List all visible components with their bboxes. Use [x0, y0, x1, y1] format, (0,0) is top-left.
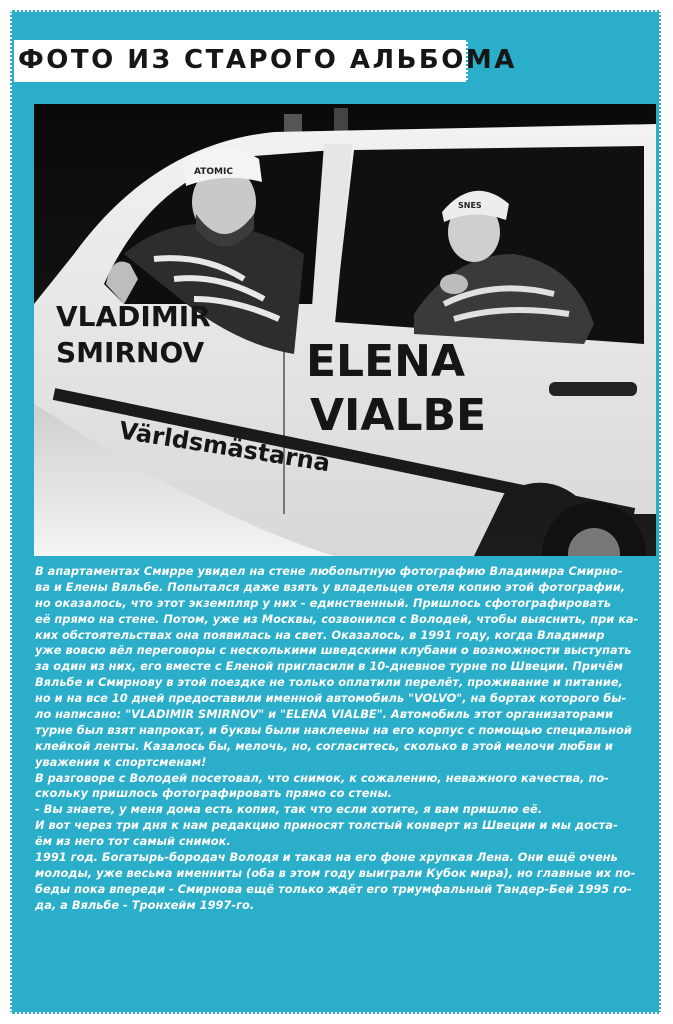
article-line: ём из него тот самый снимок. [35, 834, 231, 849]
article-line: молоды, уже весьма именниты (оба в этом году выиграли Кубок мира), но главные их по- [35, 865, 636, 880]
article-line: уважения к спортсменам! [35, 754, 207, 769]
archive-photo [34, 104, 656, 556]
article-line: 1991 год. Богатырь-бородач Володя и такая на его фоне хрупкая Лена. Они ещё очень [35, 850, 618, 865]
article-line: но и на все 10 дней предоставили именной автомобиль "VOLVO", на бортах которого бы- [35, 691, 627, 706]
article-panel [10, 10, 661, 1014]
article-line: И вот через три дня к нам редакцию приносят толстый конверт из Швеции и мы доста- [35, 818, 618, 833]
door-handle [549, 382, 637, 396]
article-line: да, а Вяльбе - Тронхейм 1997-го. [35, 897, 255, 912]
article-line: ло написано: "VLADIMIR SMIRNOV" и "ELENA VIALBE". Автомобиль этот организаторами [35, 707, 614, 722]
article-line: В разговоре с Володей посетовал, что снимок, к сожалению, неважного качества, по- [35, 770, 609, 785]
article-line: за один из них, его вместе с Еленой пригласили в 10-дневное турне по Швеции. Причём [35, 659, 623, 674]
article-line: её прямо на стене. Потом, уже из Москвы, созвонился с Володей, чтобы выяснить, при ка- [35, 611, 639, 626]
section-heading: ФОТО ИЗ СТАРОГО АЛЬБОМА [18, 45, 517, 75]
hat-right-label: SNES [458, 201, 482, 210]
hat-left-label: ATOMIC [194, 167, 233, 177]
door-name-left-line1: VLADIMIR [56, 300, 211, 333]
article-line: Вяльбе и Смирнову в этой поездке не только оплатили перелёт, проживание и питание, [35, 675, 623, 690]
door-name-left-line2: SMIRNOV [56, 336, 205, 369]
article-line: клейкой ленты. Казалось бы, мелочь, но, согласитесь, сколько в этой мелочи любви и [35, 738, 613, 753]
article-line: В апартаментах Смирре увидел на стене любопытную фотографию Владимира Смирно- [35, 564, 623, 578]
article-line: уже вовсю вёл переговоры с несколькими шведскими клубами о возможности выступать [35, 643, 632, 658]
car-slogan: Världsmästarna [117, 416, 333, 478]
article-line: беды пока впереди - Смирнова ещё только ждёт его триумфальный Тандер-Бей 1995 го- [35, 881, 632, 896]
article-line: - Вы знаете, у меня дома есть копия, так что если хотите, я вам пришлю её. [35, 802, 543, 817]
article-line: скольку пришлось фотографировать прямо со стены. [35, 786, 392, 801]
door-name-right-line1: ELENA [306, 336, 466, 387]
door-name-right-line2: VIALBE [310, 390, 487, 441]
article-line: но оказалось, что этот экземпляр у них - единственный. Пришлось сфотографировать [35, 595, 611, 610]
article-line: ких обстоятельствах она появилась на свет. Оказалось, в 1991 году, когда Владимир [35, 627, 605, 642]
section-heading-box [14, 40, 517, 82]
article-line: турне был взят напрокат, и буквы были наклеены на его корпус с помощью специальной [35, 722, 632, 737]
article-line: ва и Елены Вяльбе. Попытался даже взять у владельцев отеля копию этой фотографии, [35, 579, 626, 594]
photo-illustration [34, 104, 656, 556]
hand-right [440, 274, 468, 294]
article-body [35, 564, 659, 914]
